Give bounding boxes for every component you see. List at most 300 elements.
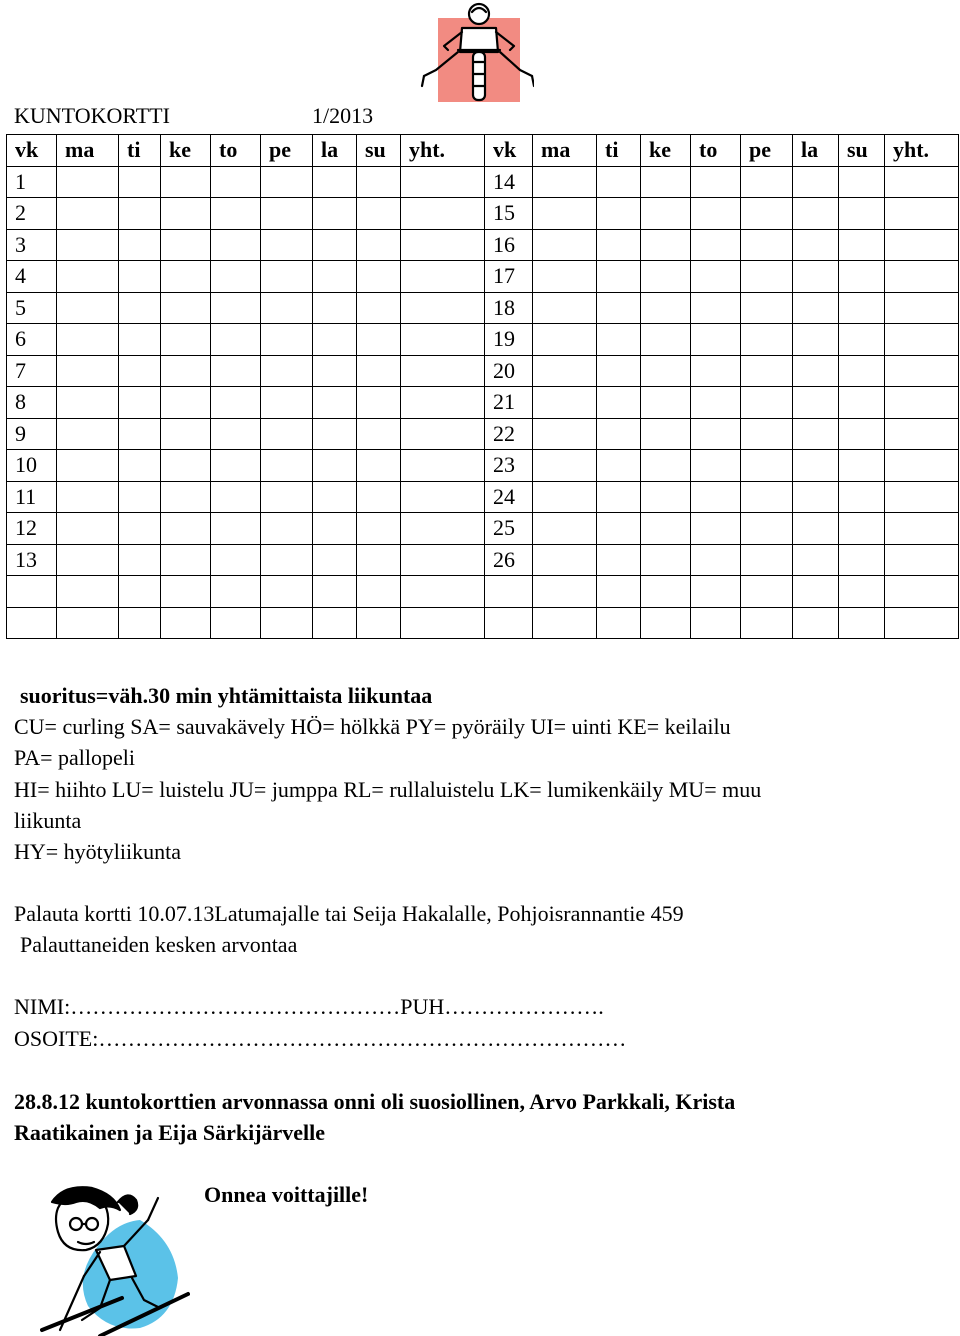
log-cell[interactable] xyxy=(793,576,839,608)
log-cell[interactable] xyxy=(641,607,691,639)
log-cell[interactable] xyxy=(597,229,641,261)
week-number: 17 xyxy=(485,261,533,293)
log-cell[interactable] xyxy=(261,607,313,639)
log-cell[interactable] xyxy=(357,198,401,230)
log-cell[interactable] xyxy=(313,292,357,324)
log-cell[interactable] xyxy=(211,607,261,639)
log-cell[interactable] xyxy=(57,481,119,513)
log-cell[interactable] xyxy=(357,607,401,639)
log-cell[interactable] xyxy=(57,229,119,261)
log-cell[interactable] xyxy=(741,418,793,450)
log-cell[interactable] xyxy=(161,450,211,482)
log-cell[interactable] xyxy=(741,481,793,513)
log-cell[interactable] xyxy=(357,450,401,482)
log-cell[interactable] xyxy=(161,229,211,261)
log-cell[interactable] xyxy=(839,418,885,450)
log-cell[interactable] xyxy=(485,576,533,608)
log-cell[interactable] xyxy=(793,418,839,450)
log-cell[interactable] xyxy=(119,576,161,608)
log-cell[interactable] xyxy=(839,576,885,608)
log-cell[interactable] xyxy=(793,481,839,513)
table-row xyxy=(7,607,959,639)
log-cell[interactable] xyxy=(401,261,485,293)
log-cell[interactable] xyxy=(533,292,597,324)
log-cell[interactable] xyxy=(357,481,401,513)
log-cell[interactable] xyxy=(401,229,485,261)
column-header: su xyxy=(839,135,885,167)
log-cell[interactable] xyxy=(597,355,641,387)
log-cell[interactable] xyxy=(261,198,313,230)
log-cell[interactable] xyxy=(401,418,485,450)
log-cell[interactable] xyxy=(533,387,597,419)
log-cell[interactable] xyxy=(597,513,641,545)
log-cell[interactable] xyxy=(211,261,261,293)
log-cell[interactable] xyxy=(533,513,597,545)
log-cell[interactable] xyxy=(839,544,885,576)
log-cell[interactable] xyxy=(261,481,313,513)
log-cell[interactable] xyxy=(691,387,741,419)
log-cell[interactable] xyxy=(533,450,597,482)
log-cell[interactable] xyxy=(885,292,959,324)
log-cell[interactable] xyxy=(885,229,959,261)
table-row xyxy=(7,166,959,198)
log-cell[interactable] xyxy=(211,544,261,576)
log-cell[interactable] xyxy=(793,450,839,482)
table-row xyxy=(7,229,959,261)
log-cell[interactable] xyxy=(741,261,793,293)
log-cell[interactable] xyxy=(885,544,959,576)
log-cell[interactable] xyxy=(691,324,741,356)
log-cell[interactable] xyxy=(401,481,485,513)
column-header: vk xyxy=(7,135,57,167)
log-cell[interactable] xyxy=(885,576,959,608)
log-cell[interactable] xyxy=(313,450,357,482)
log-cell[interactable] xyxy=(839,198,885,230)
log-cell[interactable] xyxy=(119,166,161,198)
log-cell[interactable] xyxy=(357,513,401,545)
log-cell[interactable] xyxy=(161,324,211,356)
log-cell[interactable] xyxy=(691,576,741,608)
log-cell[interactable] xyxy=(741,355,793,387)
fitness-log-table xyxy=(6,134,959,639)
column-header: ke xyxy=(161,135,211,167)
log-cell[interactable] xyxy=(885,513,959,545)
log-cell[interactable] xyxy=(119,324,161,356)
log-cell[interactable] xyxy=(211,166,261,198)
column-header: ma xyxy=(57,135,119,167)
log-cell[interactable] xyxy=(313,324,357,356)
log-cell[interactable] xyxy=(357,355,401,387)
winners-line-1: 28.8.12 kuntokorttien arvonnassa onni oli suosiollinen, Arvo Parkkali, Krista xyxy=(14,1089,736,1114)
log-cell[interactable] xyxy=(793,292,839,324)
log-cell[interactable] xyxy=(741,544,793,576)
legend-line-4: liikunta xyxy=(14,808,82,833)
column-header: to xyxy=(211,135,261,167)
log-cell[interactable] xyxy=(597,481,641,513)
log-cell[interactable] xyxy=(357,387,401,419)
log-cell[interactable] xyxy=(119,513,161,545)
column-header: pe xyxy=(261,135,313,167)
log-cell[interactable] xyxy=(885,198,959,230)
log-cell[interactable] xyxy=(597,324,641,356)
card-title: KUNTOKORTTI xyxy=(14,103,170,128)
table-row xyxy=(7,261,959,293)
log-cell[interactable] xyxy=(119,450,161,482)
log-cell[interactable] xyxy=(261,166,313,198)
table-row xyxy=(7,481,959,513)
log-cell[interactable] xyxy=(641,324,691,356)
log-cell[interactable] xyxy=(533,261,597,293)
log-cell[interactable] xyxy=(161,387,211,419)
log-cell[interactable] xyxy=(533,198,597,230)
log-cell[interactable] xyxy=(401,513,485,545)
column-header: to xyxy=(691,135,741,167)
log-cell[interactable] xyxy=(793,607,839,639)
log-cell[interactable] xyxy=(261,355,313,387)
log-cell[interactable] xyxy=(793,261,839,293)
log-cell[interactable] xyxy=(57,607,119,639)
raffle-note: Palauttaneiden kesken arvontaa xyxy=(20,932,298,957)
log-cell[interactable] xyxy=(313,418,357,450)
log-cell[interactable] xyxy=(885,387,959,419)
week-number: 8 xyxy=(7,387,57,419)
log-cell[interactable] xyxy=(313,198,357,230)
log-cell[interactable] xyxy=(691,229,741,261)
log-cell[interactable] xyxy=(261,387,313,419)
log-cell[interactable] xyxy=(119,261,161,293)
log-cell[interactable] xyxy=(161,481,211,513)
log-cell[interactable] xyxy=(161,607,211,639)
log-cell[interactable] xyxy=(357,261,401,293)
log-cell[interactable] xyxy=(119,198,161,230)
log-cell[interactable] xyxy=(161,576,211,608)
log-cell[interactable] xyxy=(885,450,959,482)
log-cell[interactable] xyxy=(533,418,597,450)
table-row xyxy=(7,418,959,450)
log-cell[interactable] xyxy=(357,229,401,261)
log-cell[interactable] xyxy=(793,229,839,261)
log-cell[interactable] xyxy=(641,355,691,387)
log-cell[interactable] xyxy=(533,355,597,387)
week-number: 18 xyxy=(485,292,533,324)
week-number: 11 xyxy=(7,481,57,513)
log-cell[interactable] xyxy=(533,229,597,261)
log-cell[interactable] xyxy=(839,229,885,261)
log-cell[interactable] xyxy=(641,166,691,198)
log-cell[interactable] xyxy=(211,324,261,356)
log-cell[interactable] xyxy=(211,576,261,608)
log-cell[interactable] xyxy=(793,387,839,419)
column-header: pe xyxy=(741,135,793,167)
log-cell[interactable] xyxy=(357,418,401,450)
log-cell[interactable] xyxy=(119,292,161,324)
log-cell[interactable] xyxy=(57,544,119,576)
log-cell[interactable] xyxy=(161,355,211,387)
log-cell[interactable] xyxy=(885,418,959,450)
log-cell[interactable] xyxy=(839,387,885,419)
log-cell[interactable] xyxy=(313,607,357,639)
log-cell[interactable] xyxy=(691,513,741,545)
log-cell[interactable] xyxy=(741,450,793,482)
table-row xyxy=(7,544,959,576)
log-cell[interactable] xyxy=(313,513,357,545)
log-cell[interactable] xyxy=(313,481,357,513)
log-cell[interactable] xyxy=(741,292,793,324)
log-cell[interactable] xyxy=(641,450,691,482)
log-cell[interactable] xyxy=(793,198,839,230)
log-cell[interactable] xyxy=(57,418,119,450)
log-cell[interactable] xyxy=(741,387,793,419)
log-cell[interactable] xyxy=(261,261,313,293)
log-cell[interactable] xyxy=(741,513,793,545)
log-cell[interactable] xyxy=(793,166,839,198)
log-cell[interactable] xyxy=(401,324,485,356)
log-cell[interactable] xyxy=(401,576,485,608)
log-cell[interactable] xyxy=(211,355,261,387)
week-number: 10 xyxy=(7,450,57,482)
congrats-text: Onnea voittajille! xyxy=(204,1182,369,1207)
log-cell[interactable] xyxy=(839,607,885,639)
week-number: 3 xyxy=(7,229,57,261)
log-cell[interactable] xyxy=(741,198,793,230)
log-cell[interactable] xyxy=(533,166,597,198)
log-cell[interactable] xyxy=(119,355,161,387)
week-number: 5 xyxy=(7,292,57,324)
log-cell[interactable] xyxy=(357,292,401,324)
log-cell[interactable] xyxy=(401,544,485,576)
log-cell[interactable] xyxy=(57,166,119,198)
log-cell[interactable] xyxy=(641,513,691,545)
log-cell[interactable] xyxy=(885,481,959,513)
log-cell[interactable] xyxy=(691,166,741,198)
log-cell[interactable] xyxy=(161,544,211,576)
column-header: la xyxy=(793,135,839,167)
log-cell[interactable] xyxy=(597,198,641,230)
log-cell[interactable] xyxy=(261,292,313,324)
log-cell[interactable] xyxy=(119,387,161,419)
table-row xyxy=(7,450,959,482)
log-cell[interactable] xyxy=(401,166,485,198)
log-cell[interactable] xyxy=(401,198,485,230)
log-cell[interactable] xyxy=(839,292,885,324)
log-cell[interactable] xyxy=(839,324,885,356)
log-cell[interactable] xyxy=(691,355,741,387)
log-cell[interactable] xyxy=(741,607,793,639)
log-cell[interactable] xyxy=(691,544,741,576)
legend-line-3: HI= hiihto LU= luistelu JU= jumppa RL= rullaluistelu LK= lumikenkäily MU= muu xyxy=(14,777,762,802)
log-cell[interactable] xyxy=(597,261,641,293)
column-header: yht. xyxy=(401,135,485,167)
log-cell[interactable] xyxy=(211,387,261,419)
column-header: ti xyxy=(597,135,641,167)
log-cell[interactable] xyxy=(691,292,741,324)
log-cell[interactable] xyxy=(261,513,313,545)
column-header: yht. xyxy=(885,135,959,167)
log-cell[interactable] xyxy=(211,513,261,545)
log-cell[interactable] xyxy=(641,418,691,450)
log-cell[interactable] xyxy=(885,355,959,387)
log-cell[interactable] xyxy=(793,324,839,356)
log-cell[interactable] xyxy=(161,418,211,450)
log-cell[interactable] xyxy=(741,576,793,608)
log-cell[interactable] xyxy=(691,607,741,639)
log-cell[interactable] xyxy=(119,229,161,261)
log-cell[interactable] xyxy=(161,292,211,324)
log-cell[interactable] xyxy=(7,576,57,608)
log-cell[interactable] xyxy=(313,387,357,419)
log-cell[interactable] xyxy=(839,513,885,545)
log-cell[interactable] xyxy=(161,513,211,545)
table-row xyxy=(7,198,959,230)
column-header: la xyxy=(313,135,357,167)
log-cell[interactable] xyxy=(261,324,313,356)
log-cell[interactable] xyxy=(691,261,741,293)
log-cell[interactable] xyxy=(533,607,597,639)
log-cell[interactable] xyxy=(313,544,357,576)
log-cell[interactable] xyxy=(691,418,741,450)
legend-line-2: PA= pallopeli xyxy=(14,745,135,770)
week-number: 14 xyxy=(485,166,533,198)
log-cell[interactable] xyxy=(7,607,57,639)
log-cell[interactable] xyxy=(357,324,401,356)
log-cell[interactable] xyxy=(211,418,261,450)
log-cell[interactable] xyxy=(401,292,485,324)
log-cell[interactable] xyxy=(641,261,691,293)
log-cell[interactable] xyxy=(839,261,885,293)
log-cell[interactable] xyxy=(533,481,597,513)
log-cell[interactable] xyxy=(793,355,839,387)
log-cell[interactable] xyxy=(211,198,261,230)
log-cell[interactable] xyxy=(641,576,691,608)
log-cell[interactable] xyxy=(885,324,959,356)
log-cell[interactable] xyxy=(641,481,691,513)
log-cell[interactable] xyxy=(641,544,691,576)
log-cell[interactable] xyxy=(597,166,641,198)
log-cell[interactable] xyxy=(691,481,741,513)
log-cell[interactable] xyxy=(401,387,485,419)
log-cell[interactable] xyxy=(313,355,357,387)
log-cell[interactable] xyxy=(161,261,211,293)
log-cell[interactable] xyxy=(641,229,691,261)
log-cell[interactable] xyxy=(261,544,313,576)
log-cell[interactable] xyxy=(357,576,401,608)
log-cell[interactable] xyxy=(211,229,261,261)
log-cell[interactable] xyxy=(261,576,313,608)
column-header: su xyxy=(357,135,401,167)
log-cell[interactable] xyxy=(691,198,741,230)
log-cell[interactable] xyxy=(357,166,401,198)
log-cell[interactable] xyxy=(597,292,641,324)
log-cell[interactable] xyxy=(741,324,793,356)
log-cell[interactable] xyxy=(641,387,691,419)
winners-line-2: Raatikainen ja Eija Särkijärvelle xyxy=(14,1120,326,1145)
log-cell[interactable] xyxy=(57,450,119,482)
log-cell[interactable] xyxy=(313,166,357,198)
log-cell[interactable] xyxy=(885,261,959,293)
column-header: ma xyxy=(533,135,597,167)
log-cell[interactable] xyxy=(839,355,885,387)
log-cell[interactable] xyxy=(57,513,119,545)
log-cell[interactable] xyxy=(741,166,793,198)
column-header: ke xyxy=(641,135,691,167)
log-cell[interactable] xyxy=(313,229,357,261)
log-cell[interactable] xyxy=(261,450,313,482)
week-number: 6 xyxy=(7,324,57,356)
log-cell[interactable] xyxy=(261,229,313,261)
log-cell[interactable] xyxy=(119,481,161,513)
log-cell[interactable] xyxy=(261,418,313,450)
log-cell[interactable] xyxy=(597,607,641,639)
log-cell[interactable] xyxy=(691,450,741,482)
log-cell[interactable] xyxy=(57,355,119,387)
log-cell[interactable] xyxy=(119,418,161,450)
log-cell[interactable] xyxy=(313,576,357,608)
log-cell[interactable] xyxy=(793,513,839,545)
log-cell[interactable] xyxy=(57,292,119,324)
cyclist-illustration xyxy=(418,0,534,104)
address-field[interactable]: OSOITE:……………………………………………………………… xyxy=(14,1026,627,1051)
log-cell[interactable] xyxy=(885,166,959,198)
log-cell[interactable] xyxy=(211,450,261,482)
name-phone-field[interactable]: NIMI:………………………………………PUH…………………. xyxy=(14,994,604,1019)
log-cell[interactable] xyxy=(839,481,885,513)
week-number: 1 xyxy=(7,166,57,198)
log-cell[interactable] xyxy=(485,607,533,639)
log-cell[interactable] xyxy=(597,576,641,608)
log-cell[interactable] xyxy=(161,166,211,198)
log-cell[interactable] xyxy=(741,229,793,261)
week-number: 22 xyxy=(485,418,533,450)
log-cell[interactable] xyxy=(57,198,119,230)
skier-illustration xyxy=(40,1180,190,1336)
log-cell[interactable] xyxy=(597,450,641,482)
log-cell[interactable] xyxy=(401,607,485,639)
table-row xyxy=(7,576,959,608)
log-cell[interactable] xyxy=(119,607,161,639)
log-cell[interactable] xyxy=(161,198,211,230)
log-cell[interactable] xyxy=(313,261,357,293)
log-cell[interactable] xyxy=(401,355,485,387)
week-number: 15 xyxy=(485,198,533,230)
log-cell[interactable] xyxy=(57,387,119,419)
log-cell[interactable] xyxy=(401,450,485,482)
log-cell[interactable] xyxy=(597,544,641,576)
log-cell[interactable] xyxy=(57,576,119,608)
log-cell[interactable] xyxy=(641,198,691,230)
log-cell[interactable] xyxy=(793,544,839,576)
log-cell[interactable] xyxy=(885,607,959,639)
log-cell[interactable] xyxy=(839,166,885,198)
log-cell[interactable] xyxy=(597,418,641,450)
log-cell[interactable] xyxy=(57,324,119,356)
log-cell[interactable] xyxy=(533,576,597,608)
log-cell[interactable] xyxy=(119,544,161,576)
log-cell[interactable] xyxy=(839,450,885,482)
week-number: 7 xyxy=(7,355,57,387)
log-cell[interactable] xyxy=(357,544,401,576)
requirement-note: suoritus=väh.30 min yhtämittaista liikuntaa xyxy=(20,683,433,708)
log-cell[interactable] xyxy=(57,261,119,293)
log-cell[interactable] xyxy=(533,324,597,356)
log-cell[interactable] xyxy=(597,387,641,419)
log-cell[interactable] xyxy=(211,292,261,324)
log-cell[interactable] xyxy=(211,481,261,513)
log-cell[interactable] xyxy=(533,544,597,576)
table-row xyxy=(7,292,959,324)
log-cell[interactable] xyxy=(641,292,691,324)
table-row xyxy=(7,324,959,356)
table-row xyxy=(7,513,959,545)
